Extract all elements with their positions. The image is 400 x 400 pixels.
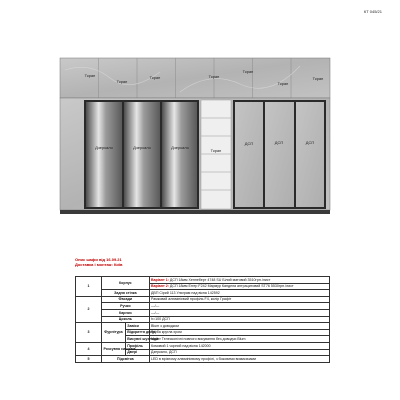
mirror-label: Дзеркало (171, 145, 189, 150)
dsp-label: ДСП (274, 140, 284, 145)
variant-label: Варіант 2: (151, 284, 169, 289)
row-subsection: Двері (125, 349, 149, 356)
row-value: —/— (149, 309, 329, 316)
row-subsection: Висувні шухляди (127, 336, 159, 341)
row-section: Фурнітура (102, 323, 126, 343)
spec-table (75, 276, 330, 363)
row-number: 3 (76, 323, 102, 343)
row-value: Muller Телескопічні повного висування без доводчи Blum (149, 336, 329, 343)
center-shelving (201, 100, 231, 209)
row-section: Ручки (102, 303, 150, 310)
mirror-door-3 (162, 102, 197, 207)
row-section: Фасади (102, 296, 150, 303)
row-number: 5 (76, 356, 102, 363)
table-row (76, 296, 330, 303)
top-label: Ткрап (277, 81, 289, 86)
variant-text: ДСП 18мм Хеннеберт 4748 SU Білий матовий 3510грн./лист (168, 277, 271, 282)
top-cabinet-band (60, 58, 330, 98)
table-row (76, 277, 330, 284)
row-section: Підсвітка (102, 356, 150, 363)
table-row (76, 356, 330, 363)
row-subsection: Відкриття двері (127, 330, 156, 335)
row-number: 1 (76, 277, 102, 297)
row-value: Труба кругла хром (149, 329, 329, 336)
document-code: КТ 045/21 (363, 9, 382, 14)
mirror-label: Дзеркало (133, 145, 151, 150)
row-value: LED в врізному алюмінієвому профілі, з боковими вимикачами (149, 356, 329, 363)
table-row (76, 316, 330, 323)
row-value: Рамковий алюмінієвий профіль F4, колір Графіт (149, 296, 329, 303)
dsp-door-3 (296, 102, 324, 207)
row-number: 4 (76, 342, 102, 355)
row-section: Карниз (102, 309, 150, 316)
table-row (76, 309, 330, 316)
row-section: Цоколь (102, 316, 150, 323)
top-label: Ткрап (242, 69, 254, 74)
row-value: h=100 ДСП (149, 316, 329, 323)
info-line-delivery: Доставка і монтаж: Київ (75, 262, 123, 267)
row-section: Розсувна система (102, 342, 126, 355)
variant-label: Варіант 1: (151, 277, 169, 282)
center-label: Ткрап (210, 148, 222, 153)
table-row (76, 323, 330, 330)
row-value: ДВП Сірий 113 Ультрам над вікна 142592 (149, 290, 329, 297)
dsp-door-2 (265, 102, 294, 207)
mirror-label: Дзеркало (95, 145, 113, 150)
row-value: Blum з доводком (149, 323, 329, 330)
top-label: Ткрап (84, 73, 96, 78)
row-subsection: Профіль (125, 342, 149, 349)
mirror-door-2 (124, 102, 160, 207)
row-value (149, 277, 329, 284)
table-row (76, 303, 330, 310)
top-label: Ткрап (208, 74, 220, 79)
row-value: Комовий 1 чорний над вікна 142000 (149, 342, 329, 349)
row-section: Задня стінка (102, 290, 150, 297)
plinth (60, 210, 330, 214)
info-line-date: Опис шафи від 16.09.21 (75, 257, 122, 262)
row-number: 2 (76, 296, 102, 322)
row-value: —/— (149, 303, 329, 310)
table-row (76, 290, 330, 297)
row-subsection: Завіси (125, 323, 149, 330)
dsp-label: ДСП (305, 140, 315, 145)
table-row (76, 342, 330, 349)
row-value: Дзеркало, ДСП (149, 349, 329, 356)
top-label: Ткрап (149, 75, 161, 80)
dsp-label: ДСП (244, 141, 254, 146)
row-section: Корпус (102, 277, 150, 290)
variant-text: ДСП 18мм Еггер F242 Мармур Кандела антрацитовий ST76 5530грн./лист (168, 284, 294, 289)
row-value (149, 283, 329, 290)
mirror-door-1 (86, 102, 122, 207)
top-label: Ткрап (116, 79, 128, 84)
dsp-door-1 (235, 102, 263, 207)
top-label: Ткрап (312, 76, 324, 81)
mirror-labels (95, 145, 190, 150)
order-info (75, 257, 122, 267)
